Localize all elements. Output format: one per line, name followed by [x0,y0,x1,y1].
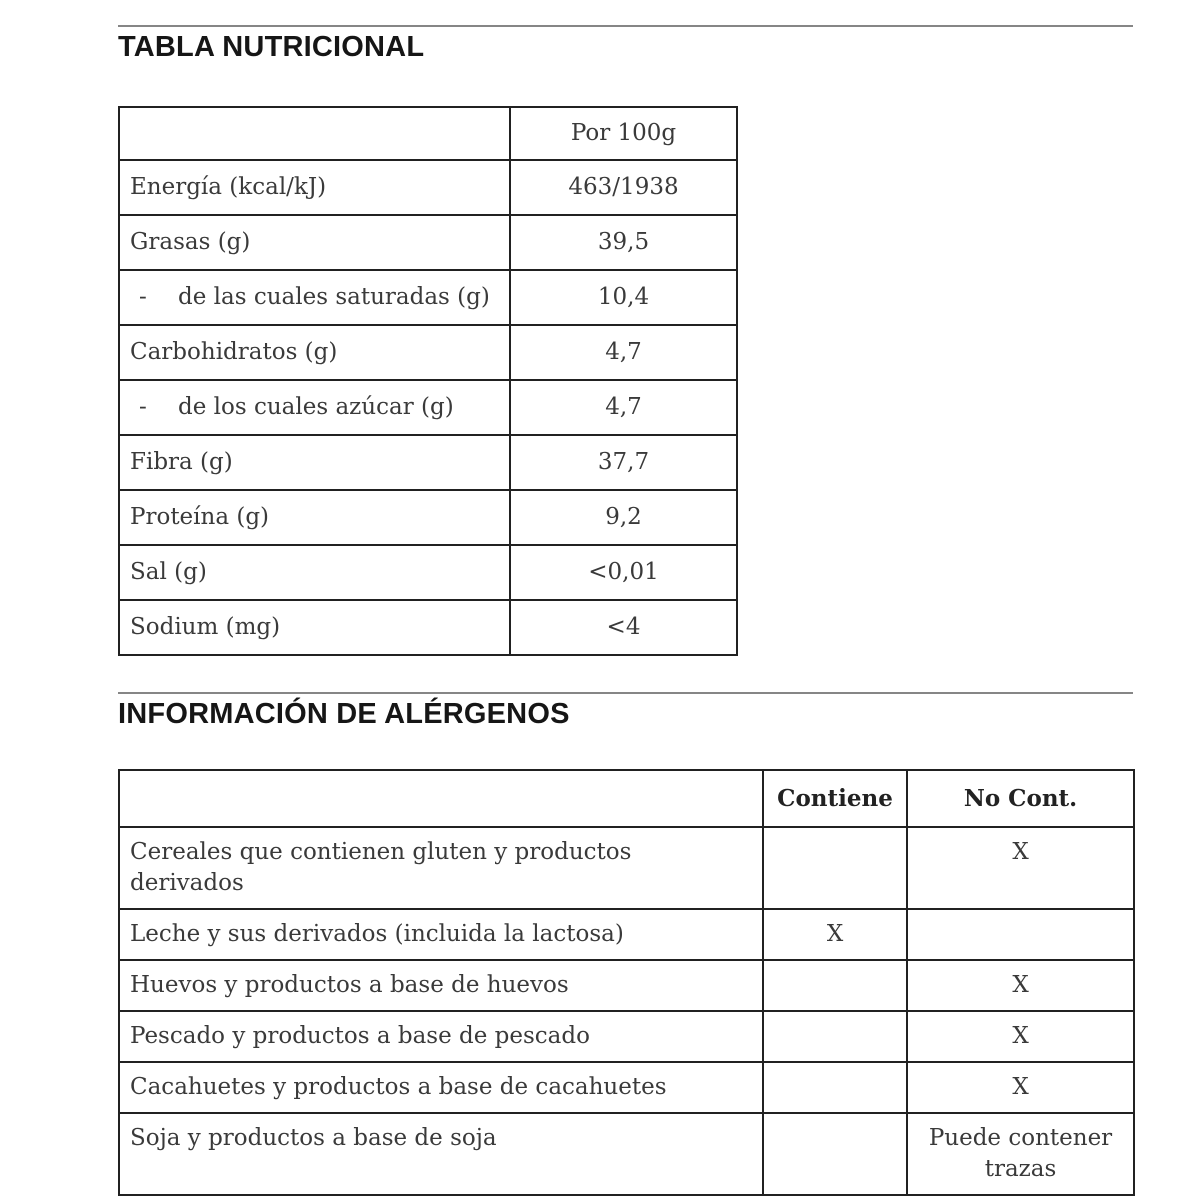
allergen-label: Pescado y productos a base de pescado [119,1011,763,1062]
nutrient-label: Proteína (g) [119,490,510,545]
allergen-header-row [119,770,1134,827]
allergen-label: Huevos y productos a base de huevos [119,960,763,1011]
allergen-label: Cereales que contienen gluten y productos derivados [119,827,763,909]
nutrition-header-row [119,107,737,160]
nutrient-value: 10,4 [510,270,737,325]
sub-item-dash: - [139,394,147,420]
no-cont-mark-cell: X [907,960,1134,1011]
nutrition-table [118,106,738,656]
nutrient-value: 37,7 [510,435,737,490]
per-100g-column-header: Por 100g [510,107,737,160]
no-cont-mark-cell: Puede contener trazas [907,1113,1134,1195]
nutrient-value: 39,5 [510,215,737,270]
contiene-mark-cell [763,1113,907,1195]
allergen-section [118,692,1133,1196]
nutrition-row [119,160,737,215]
nutrient-label: Sal (g) [119,545,510,600]
nutrition-row [119,490,737,545]
nutrition-row [119,270,737,325]
nutrition-row [119,600,737,655]
nutrient-label: Grasas (g) [119,215,510,270]
no-cont-mark-cell: X [907,1011,1134,1062]
nutrition-table-body [119,160,737,655]
nutrition-row [119,215,737,270]
no-cont-mark-cell: X [907,827,1134,909]
contiene-mark-cell [763,1011,907,1062]
nutrient-label: Carbohidratos (g) [119,325,510,380]
no-cont-mark-cell: X [907,1062,1134,1113]
no-cont-mark-cell [907,909,1134,960]
nutrient-label: - de los cuales azúcar (g) [119,380,510,435]
nutrient-value: <0,01 [510,545,737,600]
contiene-mark-cell [763,960,907,1011]
contiene-column-header: Contiene [763,770,907,827]
nutrition-row [119,325,737,380]
nutrient-value: 4,7 [510,325,737,380]
nutrient-value: 9,2 [510,490,737,545]
nutrition-row [119,380,737,435]
section-divider-top [118,25,1133,27]
allergen-row [119,1062,1134,1113]
allergen-label: Cacahuetes y productos a base de cacahuetes [119,1062,763,1113]
section-divider-allergens [118,692,1133,694]
nutrition-row [119,545,737,600]
nutrient-label: - de las cuales saturadas (g) [119,270,510,325]
nutrient-label: Fibra (g) [119,435,510,490]
sub-item-dash: - [139,284,147,310]
contiene-mark-cell: X [763,909,907,960]
allergen-blank-header-cell [119,770,763,827]
contiene-mark-cell [763,827,907,909]
nutrient-value: 4,7 [510,380,737,435]
allergen-row [119,1113,1134,1195]
nutrient-value: 463/1938 [510,160,737,215]
allergen-row [119,1011,1134,1062]
nutrient-label: Energía (kcal/kJ) [119,160,510,215]
nutrition-blank-header-cell [119,107,510,160]
allergen-row [119,827,1134,909]
nutrition-section-title: TABLA NUTRICIONAL [118,31,425,63]
allergen-table-body [119,827,1134,1195]
nutrition-section [118,25,1133,656]
allergen-row [119,909,1134,960]
allergen-table [118,769,1135,1196]
nutrient-label: Sodium (mg) [119,600,510,655]
nutrition-row [119,435,737,490]
allergen-label: Leche y sus derivados (incluida la lactosa) [119,909,763,960]
contiene-mark-cell [763,1062,907,1113]
allergen-label: Soja y productos a base de soja [119,1113,763,1195]
nutrient-value: <4 [510,600,737,655]
allergen-row [119,960,1134,1011]
allergen-section-title: INFORMACIÓN DE ALÉRGENOS [118,698,570,730]
no-cont-column-header: No Cont. [907,770,1134,827]
